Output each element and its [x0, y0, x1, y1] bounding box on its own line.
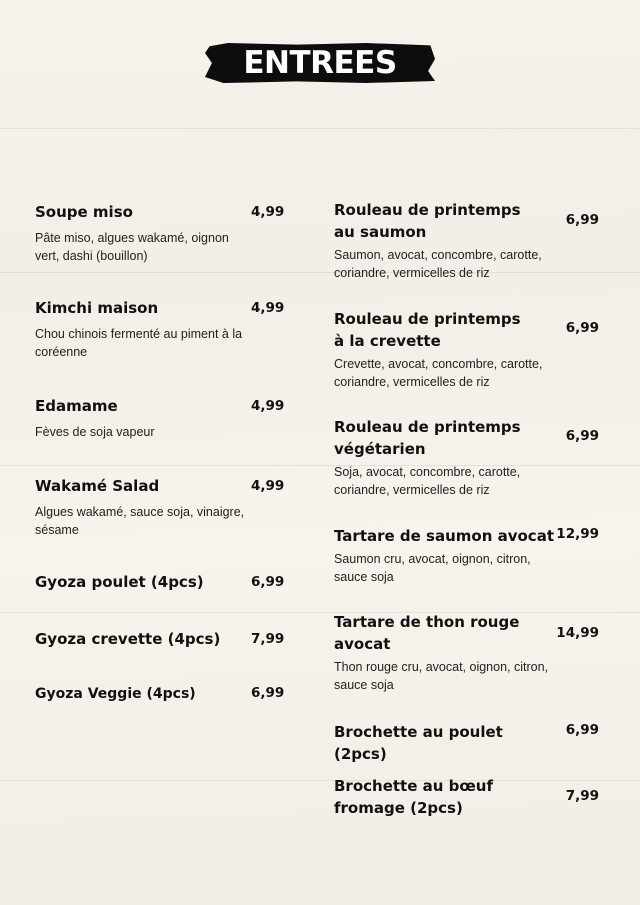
item-price: 14,99 — [556, 625, 599, 641]
item-price: 6,99 — [251, 574, 285, 590]
menu-item — [35, 201, 245, 265]
item-price: 12,99 — [556, 526, 599, 542]
item-name: Rouleau de printemps au saumon — [334, 201, 521, 241]
item-description: Chou chinois fermenté au piment à la coréenne — [35, 327, 243, 359]
menu-item — [334, 525, 559, 586]
item-name: Gyoza poulet (4pcs) — [35, 573, 204, 591]
menu-item — [35, 683, 245, 705]
item-price: 4,99 — [251, 300, 285, 316]
menu-item — [35, 628, 245, 650]
menu-item — [35, 475, 245, 539]
item-description: Thon rouge cru, avocat, oignon, citron, sauce soja — [334, 660, 549, 692]
menu-item — [35, 297, 245, 361]
menu-item — [334, 416, 559, 499]
item-name: Rouleau de printemps végétarien — [334, 418, 521, 458]
item-price: 4,99 — [251, 398, 285, 414]
menu-item — [334, 721, 559, 765]
menu-item — [334, 199, 559, 282]
item-name: Rouleau de printemps à la crevette — [334, 310, 521, 350]
item-name: Gyoza crevette (4pcs) — [35, 630, 221, 648]
item-price: 6,99 — [565, 722, 599, 738]
item-description: Crevette, avocat, concombre, carotte, coriandre, vermicelles de riz — [334, 357, 543, 389]
item-price: 4,99 — [251, 478, 285, 494]
item-price: 6,99 — [565, 428, 599, 444]
item-price: 7,99 — [251, 631, 285, 647]
item-price: 6,99 — [565, 212, 599, 228]
item-description: Pâte miso, algues wakamé, oignon vert, dashi (bouillon) — [35, 231, 229, 263]
item-name: Brochette au poulet (2pcs) — [334, 723, 503, 763]
item-name: Wakamé Salad — [35, 477, 160, 495]
item-price: 6,99 — [565, 320, 599, 336]
menu-item — [334, 611, 559, 694]
item-name: Edamame — [35, 397, 118, 415]
item-name: Soupe miso — [35, 203, 133, 221]
item-price: 4,99 — [251, 204, 285, 220]
item-name: Tartare de thon rouge avocat — [334, 613, 520, 653]
item-price: 7,99 — [565, 788, 599, 804]
menu-item — [334, 308, 559, 391]
item-name: Gyoza Veggie (4pcs) — [35, 686, 196, 702]
item-description: Algues wakamé, sauce soja, vinaigre, sésame — [35, 505, 245, 537]
menu-item — [35, 395, 245, 441]
item-name: Tartare de saumon avocat — [334, 527, 554, 545]
item-name: Brochette au bœuf fromage (2pcs) — [334, 777, 493, 817]
menu-item — [334, 775, 559, 819]
menu-item — [35, 571, 245, 593]
page-title: ENTREES — [243, 45, 397, 81]
item-price: 6,99 — [251, 685, 285, 701]
item-description: Saumon cru, avocat, oignon, citron, sauce soja — [334, 552, 531, 584]
item-description: Soja, avocat, concombre, carotte, coriandre, vermicelles de riz — [334, 465, 521, 497]
item-name: Kimchi maison — [35, 299, 159, 317]
item-description: Fèves de soja vapeur — [35, 425, 155, 439]
item-description: Saumon, avocat, concombre, carotte, coriandre, vermicelles de riz — [334, 248, 542, 280]
